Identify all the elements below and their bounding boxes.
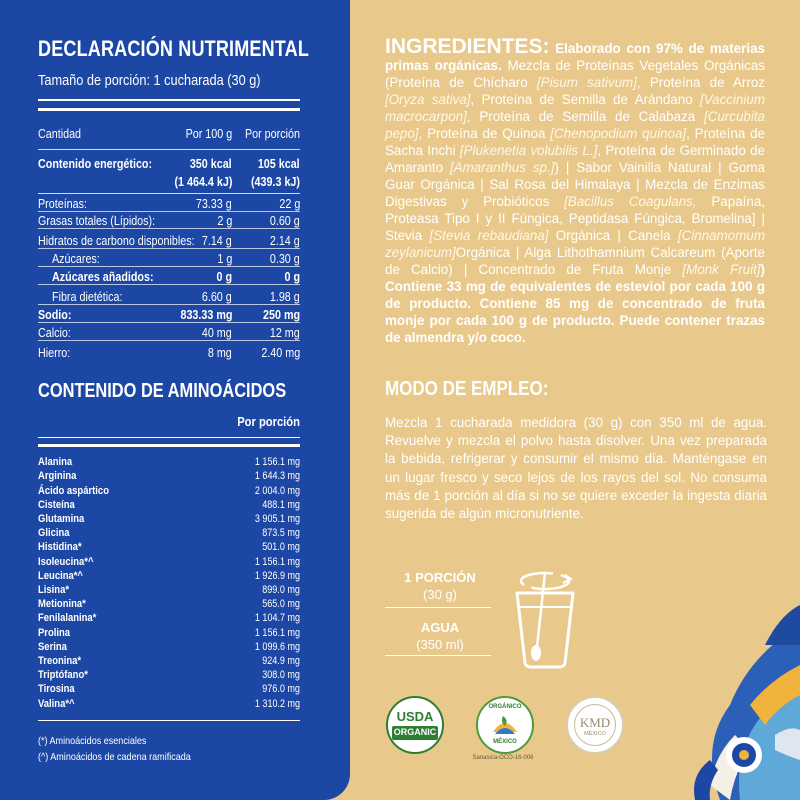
ingredients-organic: Elaborado con 97% de materias primas orgánicas.	[385, 41, 765, 73]
amino-row	[38, 597, 300, 611]
nutrient-value-100: 2 g	[217, 214, 232, 228]
amino-label: Cisteína	[38, 499, 75, 511]
energy-kj-row	[38, 174, 300, 190]
amino-col-header: Por porción	[237, 414, 300, 429]
amino-label: Alanina	[38, 456, 73, 468]
ingredients-sci: [Vaccinium macrocarpon]	[385, 92, 765, 124]
amino-value: 924.9 mg	[262, 655, 300, 667]
amino-label: Isoleucina*^	[38, 556, 94, 568]
amino-row	[38, 469, 300, 483]
rule-top	[38, 99, 300, 101]
amino-label: Metionina*	[38, 598, 86, 610]
nutrient-row	[38, 325, 300, 341]
ingredients-text	[385, 35, 765, 346]
amino-value: 976.0 mg	[262, 683, 300, 695]
ingredients-contains: ) Contiene 33 mg de equivalentes de esteviol por cada 100 g de producto. Contiene 85 mg de concentrado de fruta monje por cada 100 g de producto. Puede contener trazas de almendra y/o coco.	[385, 262, 765, 345]
portion-arrow	[385, 607, 491, 608]
portion-amount: (30 g)	[423, 587, 457, 602]
amino-row	[38, 611, 300, 625]
nutrient-row	[38, 307, 300, 323]
nutrient-value-100: 8 mg	[208, 346, 232, 360]
amino-value: 1 926.9 mg	[254, 570, 300, 582]
ingredients-part: , Proteína de Sacha Inchi	[385, 126, 765, 158]
amino-value: 1 156.1 mg	[254, 456, 300, 468]
nutrient-value-100: 1 g	[217, 252, 232, 266]
amino-label: Triptófano*	[38, 669, 88, 681]
amino-row	[38, 668, 300, 682]
amino-row	[38, 569, 300, 583]
nutrient-row	[38, 196, 300, 212]
nutrient-value-serv: 12 mg	[270, 326, 300, 340]
ingredients-part: , Proteína de Germinado de Amaranto	[385, 143, 765, 175]
water-arrow	[385, 655, 491, 656]
bird-illustration	[680, 585, 800, 800]
rule-header	[38, 149, 300, 150]
ingredients-sci: [Cinnamomum zeylanicum]	[385, 228, 765, 260]
amino-label: Glutamina	[38, 513, 85, 525]
usda-text: USDA	[396, 709, 434, 724]
nutrient-row	[38, 289, 300, 305]
nutrient-label: Calcio:	[38, 326, 71, 340]
ingredients-part: Orgánica | Canela	[548, 228, 678, 243]
amino-row	[38, 654, 300, 668]
mx-code: Sanasica-OCO-16-006	[472, 755, 534, 761]
amino-row	[38, 540, 300, 554]
nutrient-value-serv: 2.14 g	[270, 234, 300, 248]
ingredients-sci: [Stevia rebaudiana]	[429, 228, 549, 243]
amino-value: 873.5 mg	[262, 527, 300, 539]
nutrient-value-100: 40 mg	[202, 326, 232, 340]
amino-row	[38, 682, 300, 696]
nutrient-value-serv: 0.60 g	[270, 214, 300, 228]
energy-row	[38, 156, 300, 172]
nutrition-panel	[0, 0, 350, 800]
mx-bottom-text: MÉXICO	[493, 739, 517, 745]
water-label: AGUA	[420, 620, 460, 635]
footnote-essential: (*) Aminoácidos esenciales	[38, 735, 147, 747]
nutrition-header-row	[38, 126, 300, 142]
water-amount: (350 ml)	[416, 637, 464, 652]
amino-label: Fenilalanina*	[38, 612, 97, 624]
mx-leaf-icon	[491, 712, 519, 736]
nutrient-value-serv: 250 mg	[262, 308, 300, 322]
nutrient-value-serv: 1.98 g	[270, 290, 300, 304]
ingredients-part: , Proteína de Semilla de Calabaza	[466, 109, 704, 124]
ingredients-sci: [Pisum sativum]	[536, 75, 637, 90]
amino-value: 488.1 mg	[262, 499, 300, 511]
nutrition-title: DECLARACIÓN NUTRIMENTAL	[38, 36, 310, 61]
col-per100: Por 100 g	[185, 127, 232, 141]
amino-value: 899.0 mg	[262, 584, 300, 596]
amino-label: Valina*^	[38, 698, 75, 710]
amino-value: 565.0 mg	[262, 598, 300, 610]
usage-title: MODO DE EMPLEO:	[385, 378, 549, 400]
amino-value: 3 905.1 mg	[254, 513, 300, 525]
amino-row	[38, 455, 300, 469]
amino-row	[38, 626, 300, 640]
ingredients-part: Orgánica | Alga Lithothamnium Calcareum (Aporte de Calcio) | Concentrado de Fruta Monje	[385, 245, 765, 277]
amino-row	[38, 484, 300, 498]
rule-amino-1	[38, 437, 300, 438]
amino-value: 1 104.7 mg	[254, 612, 300, 624]
nutrient-value-100: 73.33 g	[196, 197, 232, 211]
rule-amino-bottom	[38, 720, 300, 721]
amino-row	[38, 697, 300, 711]
ingredients-sci: [Amaranthus sp.]	[450, 160, 555, 175]
ingredients-part: , Proteína de Semilla de Arándano	[470, 92, 700, 107]
amino-label: Leucina*^	[38, 570, 83, 582]
ingredients-part: Papaína, Proteasa Tipo I y II Fúngica, Peptidasa Fúngica, Bromelina] | Stevia	[385, 194, 765, 243]
amino-label: Ácido aspártico	[38, 485, 109, 497]
organico-mexico-logo	[476, 696, 534, 754]
nutrient-row	[38, 251, 300, 267]
amino-label: Tirosina	[38, 683, 75, 695]
amino-value: 1 644.3 mg	[254, 470, 300, 482]
ingredients-sci: [Chenopodium quinoa]	[550, 126, 687, 141]
amino-row	[38, 512, 300, 526]
rule-thick	[38, 108, 300, 111]
ingredients-title: INGREDIENTES:	[385, 35, 550, 58]
usage-text: Mezcla 1 cucharada medidora (30 g) con 350 ml de agua. Revuelve y mezcla el polvo hasta disolver. Una vez preparada la bebida, refrigerar y consumir el mismo día. Manténgase en un lugar fresco y seco lejos de los rayos del sol. No consuma más de 1 porción al día si no se quiere exceder la ingesta diaria sugerida de algún micronutriente.	[385, 415, 767, 522]
usda-organic-logo	[386, 696, 444, 754]
amino-row	[38, 640, 300, 654]
usda-organic-text: ORGANIC	[393, 727, 437, 737]
ingredients-part: , Proteína de Arroz	[636, 75, 765, 90]
nutrient-value-100: 7.14 g	[202, 234, 232, 248]
kmd-text: KMD	[579, 715, 611, 730]
energy-label: Contenido energético:	[38, 157, 153, 171]
amino-label: Lisina*	[38, 584, 70, 596]
nutrient-value-serv: 2.40 mg	[261, 346, 300, 360]
ingredients-part: Mezcla de Proteínas Vegetales Orgánicas (Proteína de Chícharo	[385, 58, 765, 90]
mx-top-text: ORGÁNICO	[488, 704, 522, 710]
col-cantidad: Cantidad	[38, 127, 82, 141]
ingredients-sci: [Oryza sativa]	[385, 92, 471, 107]
nutrient-label: Proteínas:	[38, 197, 88, 211]
nutrient-row	[38, 213, 300, 229]
portion-label: 1 PORCIÓN	[404, 570, 476, 585]
glass-spoon-icon	[505, 565, 585, 670]
footnote-branched: (^) Aminoácidos de cadena ramificada	[38, 751, 191, 763]
energy-kcal-serv: 105 kcal	[258, 157, 300, 171]
amino-value: 1 156.1 mg	[254, 627, 300, 639]
nutrient-row	[38, 233, 300, 249]
amino-label: Arginina	[38, 470, 77, 482]
amino-label: Serina	[38, 641, 67, 653]
amino-value: 2 004.0 mg	[254, 485, 300, 497]
nutrient-value-serv: 0 g	[284, 270, 300, 284]
serving-size: Tamaño de porción: 1 cucharada (30 g)	[38, 72, 261, 89]
nutrient-label: Azúcares añadidos:	[52, 270, 154, 284]
amino-row	[38, 526, 300, 540]
col-perserving: Por porción	[245, 127, 300, 141]
nutrient-label: Fibra dietética:	[52, 290, 123, 304]
energy-kj-100: (1 464.4 kJ)	[174, 175, 232, 189]
amino-row	[38, 583, 300, 597]
nutrient-row	[38, 269, 300, 285]
energy-kj-serv: (439.3 kJ)	[250, 175, 300, 189]
amino-value: 501.0 mg	[262, 541, 300, 553]
amino-row	[38, 555, 300, 569]
amino-title: CONTENIDO DE AMINOÁCIDOS	[38, 380, 287, 402]
ingredients-part: , Proteína de Quinoa	[418, 126, 551, 141]
energy-kcal-100: 350 kcal	[190, 157, 232, 171]
ingredients-sci: [Monk Fruit]	[682, 262, 761, 277]
amino-label: Glicina	[38, 527, 70, 539]
nutrient-label: Hidratos de carbono disponibles:	[38, 234, 195, 248]
ingredients-part: ) | Sabor Vainilla Natural | Goma Guar Orgánica | Sal Rosa del Himalaya | Mezcla de Enzimas Digestivas y Probióticos	[385, 160, 765, 209]
amino-label: Histidina*	[38, 541, 82, 553]
amino-value: 1 099.6 mg	[254, 641, 300, 653]
ingredients-sci: [Bacillus Coagulans,	[564, 194, 697, 209]
rule-energy	[38, 193, 300, 194]
amino-value: 1 156.1 mg	[254, 556, 300, 568]
kmd-sub-text: MÉXICO	[584, 731, 606, 737]
nutrient-row	[38, 345, 300, 361]
nutrient-value-serv: 22 g	[279, 197, 300, 211]
nutrient-label: Azúcares:	[52, 252, 100, 266]
nutrient-label: Grasas totales (Lípidos):	[38, 214, 156, 228]
nutrient-value-100: 6.60 g	[202, 290, 232, 304]
amino-row	[38, 498, 300, 512]
nutrient-value-100: 833.33 mg	[179, 308, 232, 322]
nutrient-value-serv: 0.30 g	[270, 252, 300, 266]
amino-value: 308.0 mg	[262, 669, 300, 681]
kmd-logo	[566, 696, 624, 754]
amino-label: Treonina*	[38, 655, 82, 667]
rule-amino-2	[38, 444, 300, 447]
ingredients-sci: [Curcubita pepo]	[385, 109, 765, 141]
nutrient-value-100: 0 g	[216, 270, 232, 284]
amino-value: 1 310.2 mg	[254, 698, 300, 710]
amino-label: Prolina	[38, 627, 71, 639]
nutrient-label: Sodio:	[38, 308, 72, 322]
ingredients-sci: [Plukenetia volubilis L.]	[459, 143, 598, 158]
nutrient-label: Hierro:	[38, 346, 71, 360]
